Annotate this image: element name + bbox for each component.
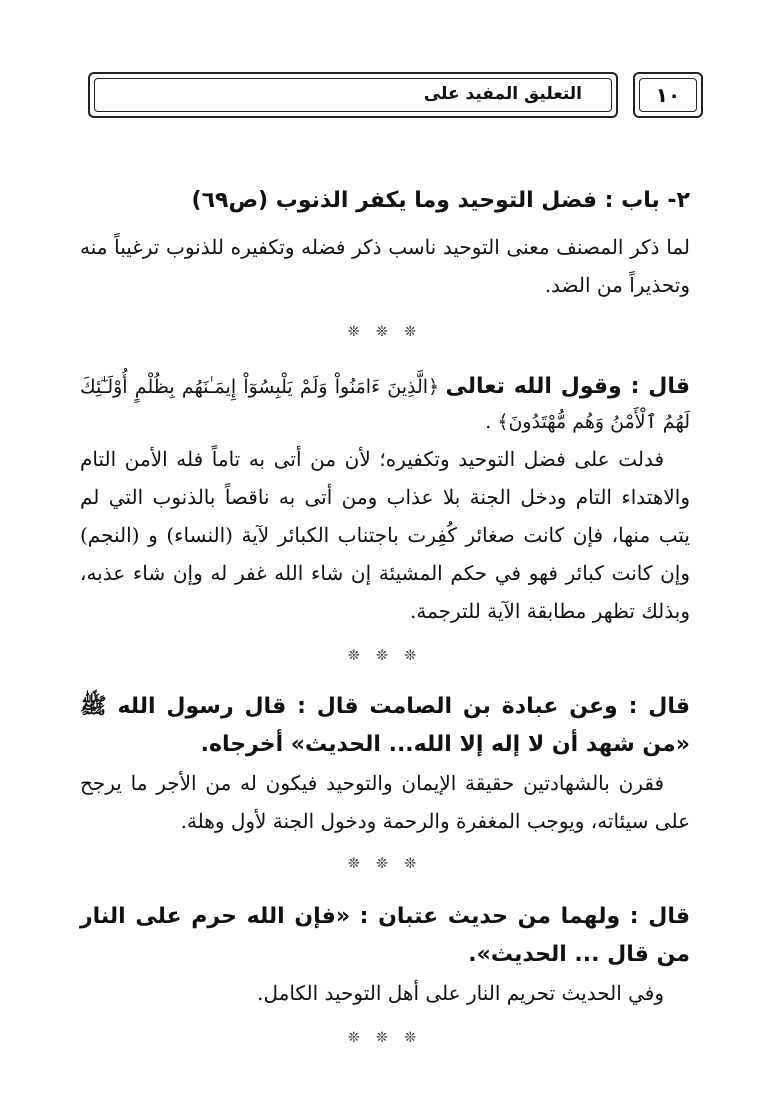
separator: ❊ ❊ ❊ bbox=[347, 856, 423, 872]
running-title: التعليق المفيد على bbox=[423, 84, 582, 104]
hadith-commentary bbox=[80, 764, 690, 840]
quote-lead: قال : وقول الله تعالى bbox=[445, 374, 691, 399]
separator: ❊ ❊ ❊ bbox=[347, 1030, 423, 1046]
chapter-heading: ٢- باب : فضل التوحيد وما يكفر الذنوب (ص٦٩) bbox=[191, 188, 690, 213]
hadith2-commentary bbox=[80, 974, 690, 1012]
chapter-intro-text: لما ذكر المصنف معنى التوحيد ناسب ذكر فضله وتكفيره للذنوب ترغيباً منه وتحذيراً من الضد. bbox=[80, 235, 690, 297]
quote-block bbox=[80, 368, 690, 438]
hadith2-heading: قال : ولهما من حديث عتبان : «فإن الله حرم على النار من قال ... الحديث». bbox=[80, 904, 690, 967]
commentary-paragraph bbox=[80, 440, 690, 630]
commentary-text: فدلت على فضل التوحيد وتكفيره؛ لأن من أتى به تاماً فله الأمن التام والاهتداء التام ودخل الجنة بلا عذاب ومن أتى به ناقصاً بالذنوب التي لم يتب منها، فإن كانت صغائر كُفِرت باجتناب الكبائر لآية (النساء) و (النجم) وإن كانت كبائر فهو في حكم المشيئة إن شاء الله غفر له وإن شاء عذبه، وبذلك تظهر مطابقة الآية للترجمة. bbox=[80, 447, 690, 623]
hadith-commentary-text: فقرن بالشهادتين حقيقة الإيمان والتوحيد فيكون له من الأجر ما يرجح على سيئاته، ويوجب المغفرة والرحمة ودخول الجنة لأول وهلة. bbox=[80, 771, 690, 833]
quran-verse: ﴿الَّذِينَ ءَامَنُواْ وَلَمْ يَلْبِسُوٓاْ إِيمَـٰنَهُم بِظُلْمٍ أُوْلَـٰٓئِكَ لَهُمُ ٱلْأَمْنُ وَهُم مُّهْتَدُونَ﴾ . bbox=[80, 376, 690, 433]
chapter-intro bbox=[80, 228, 690, 304]
hadith-heading: قال : وعن عبادة بن الصامت قال : قال رسول الله ﷺ «من شهد أن لا إله إلا الله... الحديث» أخرجاه. bbox=[80, 694, 690, 757]
separator: ❊ ❊ ❊ bbox=[347, 324, 423, 340]
hadith2-commentary-text: وفي الحديث تحريم النار على أهل التوحيد الكامل. bbox=[257, 981, 664, 1005]
separator: ❊ ❊ ❊ bbox=[347, 648, 423, 664]
page-number: ١٠ bbox=[655, 83, 681, 107]
running-title-frame bbox=[88, 72, 618, 118]
page-number-frame bbox=[633, 72, 703, 118]
